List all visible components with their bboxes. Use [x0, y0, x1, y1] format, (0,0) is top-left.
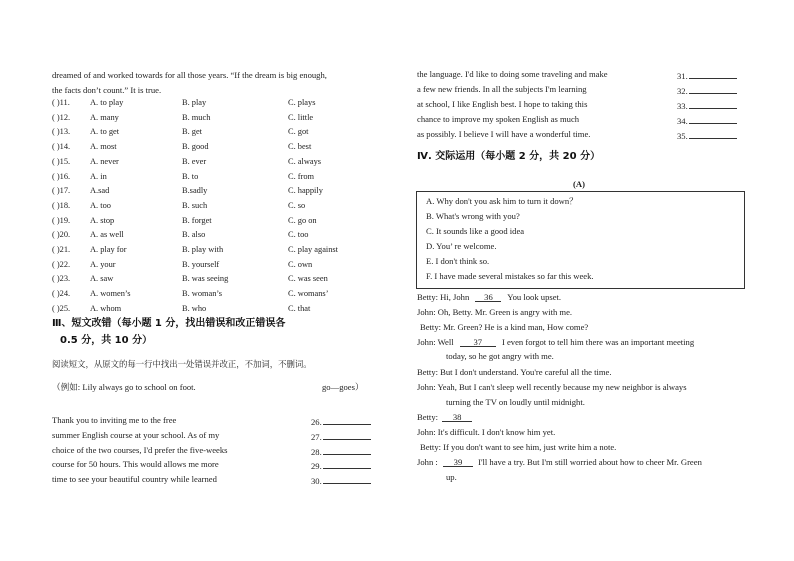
blank-number: 37: [473, 337, 483, 347]
question-row: [52, 199, 372, 214]
blank-line: [323, 445, 371, 455]
option-a: A. many: [90, 112, 119, 122]
blank-line: [689, 84, 737, 94]
blank-line: [689, 99, 737, 109]
option-a: A. never: [90, 156, 119, 166]
passage-line: course for 50 hours. This would allows me more: [52, 459, 219, 470]
dialogue-line-5: Betty: But I don't understand. You're careful all the time.: [417, 367, 612, 377]
speaker-line: John :: [417, 457, 438, 467]
speaker-text: You look upset.: [507, 292, 562, 302]
blank-39[interactable]: [443, 457, 473, 467]
dialogue-option: C. It sounds like a good idea: [426, 226, 525, 236]
answer-paren[interactable]: ( )14.: [52, 142, 71, 152]
dialogue-option: D. You’ re welcome.: [426, 241, 497, 251]
example-answer: go—goes）: [322, 382, 364, 392]
option-c: C. play against: [288, 245, 339, 254]
option-b: B. play with: [182, 245, 224, 254]
question-row: [52, 214, 372, 229]
dialogue-line-10-cont: up.: [446, 472, 457, 482]
option-a: A. too: [90, 200, 111, 210]
blank-number: 27.: [311, 431, 322, 442]
speaker-line: Betty:: [417, 412, 439, 422]
answer-paren[interactable]: ( )25.: [52, 303, 71, 313]
answer-blank[interactable]: [677, 84, 737, 97]
blank-number: 30.: [311, 476, 322, 487]
answer-paren[interactable]: ( )23.: [52, 274, 71, 284]
speaker-line: Betty: Hi, John: [417, 292, 470, 302]
option-c: C. little: [288, 112, 314, 122]
option-b: B. good: [182, 142, 209, 152]
option-a: A. saw: [90, 274, 114, 284]
speaker-text: I even forgot to tell him there was an important meeting: [501, 337, 695, 347]
section-3-title-cont: 0.5 分，共 10 分）: [60, 335, 153, 346]
option-a: A. play for: [90, 245, 127, 254]
question-row: [52, 111, 372, 126]
dialogue-line-10: [417, 457, 702, 468]
dialogue-line-8: John: It's difficult. I don't know him yet.: [417, 427, 556, 437]
question-row: [52, 258, 372, 273]
answer-blank[interactable]: [311, 474, 371, 487]
question-row: [52, 125, 372, 140]
option-c: C. go on: [288, 215, 317, 225]
dialogue-line-2: John: Oh, Betty. Mr. Green is angry with me.: [417, 307, 573, 317]
option-a: A. as well: [90, 230, 124, 240]
answer-paren[interactable]: ( )16.: [52, 171, 71, 181]
section-3-instruction: 阅读短文，从原文的每一行中找出一处错误并改正，不加词，不删词。: [52, 359, 312, 369]
answer-blank[interactable]: [311, 415, 371, 428]
option-c: C. always: [288, 156, 322, 166]
option-b: B. to: [182, 171, 199, 181]
answer-blank[interactable]: [677, 69, 737, 82]
option-b: B. also: [182, 230, 206, 240]
blank-number: 38: [452, 412, 462, 422]
answer-paren[interactable]: ( )19.: [52, 215, 71, 225]
blank-number: 35.: [677, 131, 688, 141]
option-a: A. stop: [90, 215, 115, 225]
dialogue-option: E. I don't think so.: [426, 256, 490, 266]
dialogue-line-7: [417, 412, 474, 423]
blank-line: [323, 459, 371, 469]
option-c: C. got: [288, 127, 309, 137]
answer-blank[interactable]: [677, 129, 737, 142]
dialogue-line-4-cont: today, so he got angry with me.: [446, 351, 554, 361]
question-row: [52, 243, 372, 258]
option-c: C. from: [288, 171, 315, 181]
answer-paren[interactable]: ( )20.: [52, 230, 71, 240]
answer-blank[interactable]: [311, 430, 371, 443]
option-c: C. plays: [288, 98, 316, 107]
option-b: B. who: [182, 303, 207, 313]
option-b: B. was seeing: [182, 274, 229, 284]
answer-paren[interactable]: ( )22.: [52, 259, 71, 269]
blank-number: 39: [453, 457, 463, 467]
question-row: [52, 96, 372, 111]
option-c: C. best: [288, 142, 312, 152]
question-row: [52, 302, 372, 317]
option-a: A.sad: [90, 186, 110, 196]
dialogue-line-6: John: Yeah, But I can't sleep well recently because my new neighbor is always: [417, 382, 687, 392]
dialogue-line-4: [417, 337, 694, 348]
option-b: B. get: [182, 127, 203, 137]
blank-37[interactable]: [460, 337, 496, 347]
speaker-line: John: Well: [417, 337, 454, 347]
option-c: C. too: [288, 230, 309, 240]
option-a: A. to play: [90, 98, 124, 107]
blank-number: 36: [484, 292, 493, 302]
option-b: B. ever: [182, 156, 207, 166]
intro-line-2: the facts don’t count.” It is true.: [52, 85, 162, 95]
dialogue-line-1: [417, 292, 561, 303]
question-row: [52, 287, 372, 302]
blank-number: 31.: [677, 71, 688, 81]
options-box: [416, 191, 745, 289]
part-a-label: (A): [573, 179, 585, 189]
answer-blank[interactable]: [677, 99, 737, 112]
answer-paren[interactable]: ( )15.: [52, 156, 71, 166]
blank-line: [323, 474, 371, 484]
option-b: B. much: [182, 112, 211, 122]
option-a: A. whom: [90, 303, 122, 313]
option-a: A. your: [90, 259, 116, 269]
dialogue-option: A. Why don't you ask him to turn it down？: [426, 196, 578, 206]
blank-number: 32.: [677, 86, 688, 96]
option-c: C. that: [288, 303, 311, 313]
blank-line: [323, 415, 371, 425]
question-row: [52, 140, 372, 155]
answer-paren[interactable]: ( )18.: [52, 200, 71, 210]
answer-paren[interactable]: ( )12.: [52, 112, 71, 122]
blank-number: 29.: [311, 461, 322, 472]
passage-line: chance to improve my spoken English as much: [417, 114, 580, 124]
dialogue-line-9: Betty: If you don't want to see him, just write him a note.: [420, 442, 617, 452]
blank-36[interactable]: [475, 292, 501, 302]
section-3-title: Ⅲ、短文改错（每小题 1 分，找出错误和改正错误各: [52, 318, 286, 329]
answer-paren[interactable]: ( )13.: [52, 127, 71, 137]
answer-blank[interactable]: [677, 114, 737, 127]
answer-paren[interactable]: ( )24.: [52, 289, 71, 299]
answer-paren[interactable]: ( )11.: [52, 98, 70, 107]
blank-number: 28.: [311, 446, 322, 457]
answer-blank[interactable]: [311, 445, 371, 458]
dialogue-option: F. I have made several mistakes so far this week.: [426, 271, 594, 281]
option-a: A. in: [90, 171, 107, 181]
passage-line: summer English course at your school. As of my: [52, 429, 220, 440]
passage-line: choice of the two courses, I'd prefer the five-weeks: [52, 444, 228, 455]
option-c: C. so: [288, 200, 306, 210]
blank-38[interactable]: [442, 412, 472, 422]
blank-line: [689, 69, 737, 79]
blank-number: 26.: [311, 417, 322, 427]
dialogue-option: B. What's wrong with you?: [426, 211, 520, 221]
intro-line-1: dreamed of and worked towards for all those years. “If the dream is big enough,: [52, 70, 327, 80]
passage-line: the language. I'd like to doing some traveling and make: [417, 69, 608, 79]
option-a: A. to get: [90, 127, 120, 137]
passage-line: Thank you to inviting me to the free: [52, 415, 177, 425]
passage-line: a few new friends. In all the subjects I'm learning: [417, 84, 587, 94]
blank-number: 33.: [677, 101, 688, 111]
answer-paren[interactable]: ( )21.: [52, 245, 71, 254]
question-row: [52, 170, 372, 185]
passage-line: time to see your beautiful country while learned: [52, 474, 217, 485]
passage-line: as possibly. I believe I will have a wonderful time.: [417, 129, 591, 139]
option-b: B. woman’s: [182, 289, 223, 299]
dialogue-line-6-cont: turning the TV on loudly until midnight.: [446, 397, 585, 407]
option-c: C. own: [288, 259, 313, 269]
example-text: （例如: Lily always go to school on foot.: [52, 382, 196, 392]
option-b: B.sadly: [182, 186, 208, 196]
blank-line: [689, 114, 737, 124]
option-a: A. women’s: [90, 289, 131, 299]
option-b: B. such: [182, 200, 208, 210]
dialogue-line-3: Betty: Mr. Green? He is a kind man, How come?: [420, 322, 589, 332]
question-row: [52, 272, 372, 287]
option-c: C. happily: [288, 186, 323, 196]
blank-line: [323, 430, 371, 440]
option-c: C. was seen: [288, 274, 328, 284]
blank-line: [689, 129, 737, 139]
option-b: B. yourself: [182, 259, 220, 269]
blank-number: 34.: [677, 116, 688, 126]
speaker-text: I'll have a try. But I'm still worried about how to cheer Mr. Green: [478, 457, 702, 467]
answer-paren[interactable]: ( )17.: [52, 186, 71, 196]
passage-line: at school, I like English best. I hope to taking this: [417, 99, 588, 109]
option-b: B. forget: [182, 215, 212, 225]
option-c: C. womans’: [288, 289, 329, 299]
option-b: B. play: [182, 98, 207, 107]
question-row: [52, 155, 372, 170]
question-row: [52, 228, 372, 243]
section-4-title: Ⅳ. 交际运用（每小题 2 分，共 20 分）: [417, 151, 601, 162]
answer-blank[interactable]: [311, 459, 371, 472]
question-row: [52, 184, 372, 199]
option-a: A. most: [90, 142, 117, 152]
